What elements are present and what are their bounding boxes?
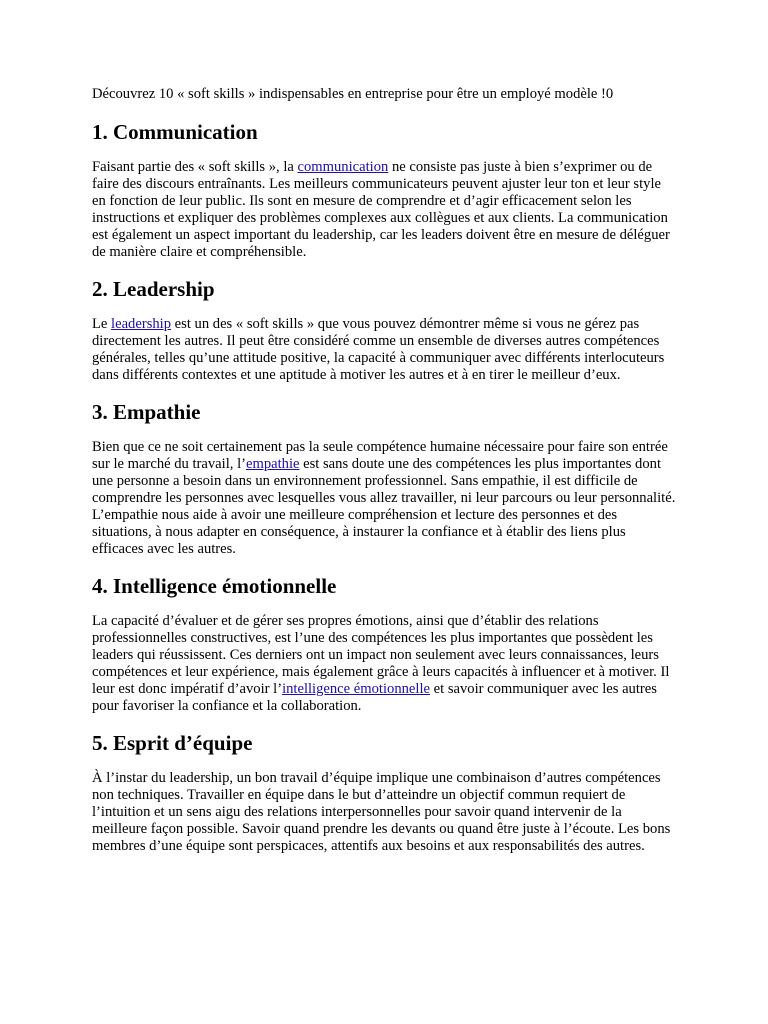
section-title: 4. Intelligence émotionnelle bbox=[92, 574, 337, 598]
section-esprit-equipe bbox=[92, 730, 676, 855]
body-text: Faisant partie des « soft skills », la bbox=[92, 159, 298, 175]
section-title: 3. Empathie bbox=[92, 400, 201, 424]
intro-text: Découvrez 10 « soft skills » indispensables en entreprise pour être un employé modèle !0 bbox=[92, 86, 614, 102]
body-text: ne consiste pas juste à bien s’exprimer ou de faire des discours entraînants. Les meilleurs communicateurs peuvent ajuster leur ton et leur style en fonction de leur public. Ils sont en mesure de comprendre et d’agir efficacement selon les instructions et expliquer des problèmes complexes aux collègues et aux clients. La communication est également un aspect important du leadership, car les leaders doivent être en mesure de déléguer de manière claire et compréhensible. bbox=[92, 159, 670, 260]
body-text: Bien que ce ne soit certainement pas la seule compétence humaine nécessaire pour faire son entrée sur le marché du travail, l’ bbox=[92, 439, 668, 472]
body-text: est un des « soft skills » que vous pouvez démontrer même si vous ne gérez pas directement les autres. Il peut être considéré comme un ensemble de diverses autres compétences générales, telles qu’une attitude positive, la capacité à communiquer avec différents interlocuteurs dans différents contextes et une aptitude à motiver les autres et à en tirer le meilleur d’eux. bbox=[92, 316, 665, 383]
section-communication bbox=[92, 119, 676, 261]
body-text: À l’instar du leadership, un bon travail d’équipe implique une combinaison d’autres compétences non techniques. Travailler en équipe dans le but d’atteindre un objectif commun requiert de l’intuition et un sens aigu des relations interpersonnelles pour savoir quand intervenir de la meilleure façon possible. Savoir quand prendre les devants ou quand être juste à l’écoute. Les bons membres d’une équipe sont perspicaces, attentifs aux besoins et aux responsabilités des autres. bbox=[92, 770, 671, 854]
section-intelligence-emotionnelle bbox=[92, 573, 676, 715]
section-body bbox=[92, 613, 676, 715]
communication-link[interactable]: communication bbox=[297, 159, 389, 175]
empathie-link[interactable]: empathie bbox=[245, 456, 300, 472]
body-text: est sans doute une des compétences les plus importantes dont une personne a besoin dans un environnement professionnel. Sans empathie, il est difficile de comprendre les personnes avec lesquelles vous allez travailler, ni leur parcours ou leur personnalité. L’empathie nous aide à avoir une meilleure compréhension et lecture des personnes et des situations, à nous adapter en conséquence, à instaurer la confiance et à établir des liens plus efficaces avec les autres. bbox=[92, 456, 676, 557]
leadership-link[interactable]: leadership bbox=[111, 316, 172, 332]
section-body bbox=[92, 316, 676, 384]
body-text: et savoir communiquer avec les autres pour favoriser la confiance et la collaboration. bbox=[92, 681, 657, 714]
section-empathie bbox=[92, 399, 676, 558]
body-text: Le bbox=[92, 316, 112, 332]
intelligence-emotionnelle-link[interactable]: intelligence émotionnelle bbox=[282, 681, 430, 697]
body-text: La capacité d’évaluer et de gérer ses propres émotions, ainsi que d’établir des relations professionnelles constructives, est l’une des compétences les plus importantes que possèdent les leaders qui réussissent. Ces derniers ont un impact non seulement avec leurs connaissances, leurs compétences et leur expérience, mais également grâce à leurs capacités à influencer et à motiver. Il leur est donc impératif d’avoir l’ bbox=[92, 613, 670, 697]
section-body bbox=[92, 770, 676, 855]
section-body bbox=[92, 439, 676, 558]
section-title: 1. Communication bbox=[92, 120, 258, 144]
section-title: 2. Leadership bbox=[92, 277, 215, 301]
section-title: 5. Esprit d’équipe bbox=[92, 731, 253, 755]
section-leadership bbox=[92, 276, 676, 384]
section-body bbox=[92, 159, 676, 261]
